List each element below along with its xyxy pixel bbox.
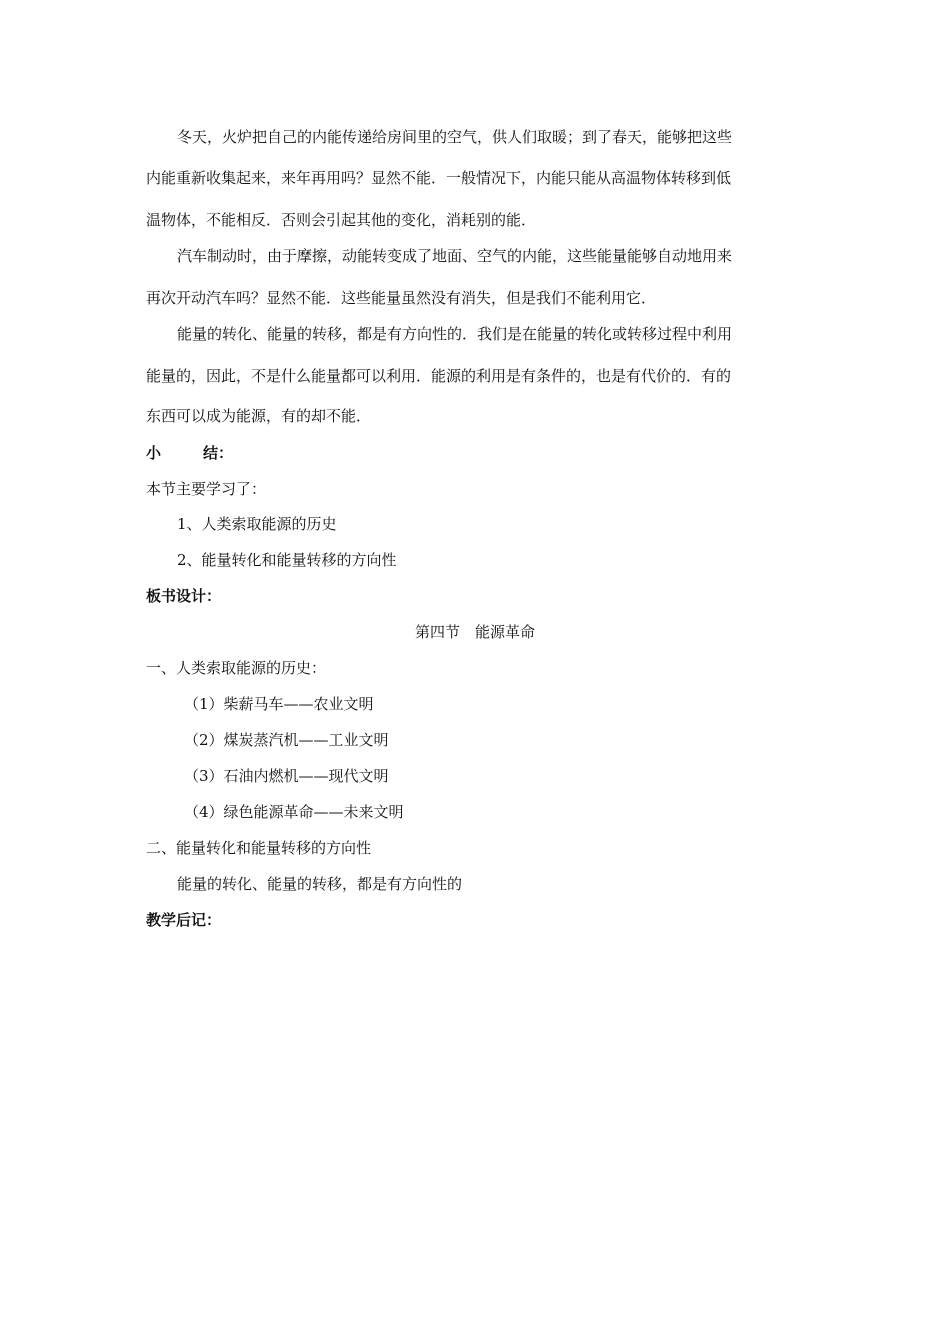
summary-intro: 本节主要学习了：: [146, 480, 267, 498]
paragraph-1-line-1: 冬天，火炉把自己的内能传递给房间里的空气，供人们取暖；到了春天，能够把这些: [177, 128, 733, 146]
paragraph-3-line-1: 能量的转化、能量的转移，都是有方向性的．我们是在能量的转化或转移过程中利用: [177, 325, 733, 343]
notes-heading: 教学后记：: [146, 911, 222, 929]
paragraph-1-line-3: 温物体，不能相反．否则会引起其他的变化，消耗别的能．: [146, 211, 537, 229]
board-section-1-item-2: （2）煤炭蒸汽机——工业文明: [184, 731, 389, 749]
summary-item-2: 2、能量转化和能量转移的方向性: [177, 551, 397, 569]
board-section-2: 二、能量转化和能量转移的方向性: [146, 839, 372, 857]
summary-heading: [146, 443, 233, 463]
board-title: 第四节 能源革命: [414, 623, 535, 641]
summary-heading-a: 小: [146, 444, 162, 462]
board-heading: 板书设计：: [146, 587, 222, 605]
paragraph-1-line-2: 内能重新收集起来，来年再用吗？显然不能．一般情况下，内能只能从高温物体转移到低: [146, 169, 732, 187]
board-section-1-item-1: （1）柴薪马车——农业文明: [184, 695, 374, 713]
board-section-1-item-3: （3）石油内燃机——现代文明: [184, 767, 389, 785]
summary-item-1: 1、人类索取能源的历史: [177, 515, 337, 533]
paragraph-2-line-1: 汽车制动时，由于摩擦，动能转变成了地面、空气的内能，这些能量能够自动地用来: [177, 247, 733, 265]
paragraph-2-line-2: 再次开动汽车吗？显然不能．这些能量虽然没有消失，但是我们不能利用它．: [146, 289, 657, 307]
board-section-2-text: 能量的转化、能量的转移，都是有方向性的: [177, 875, 463, 893]
summary-heading-b: 结：: [203, 444, 234, 462]
paragraph-3-line-2: 能量的，因此，不是什么能量都可以利用．能源的利用是有条件的，也是有代价的．有的: [146, 367, 732, 385]
paragraph-3-line-3: 东西可以成为能源，有的却不能．: [146, 407, 372, 425]
board-section-1: 一、人类索取能源的历史：: [146, 659, 327, 677]
board-section-1-item-4: （4）绿色能源革命——未来文明: [184, 803, 404, 821]
